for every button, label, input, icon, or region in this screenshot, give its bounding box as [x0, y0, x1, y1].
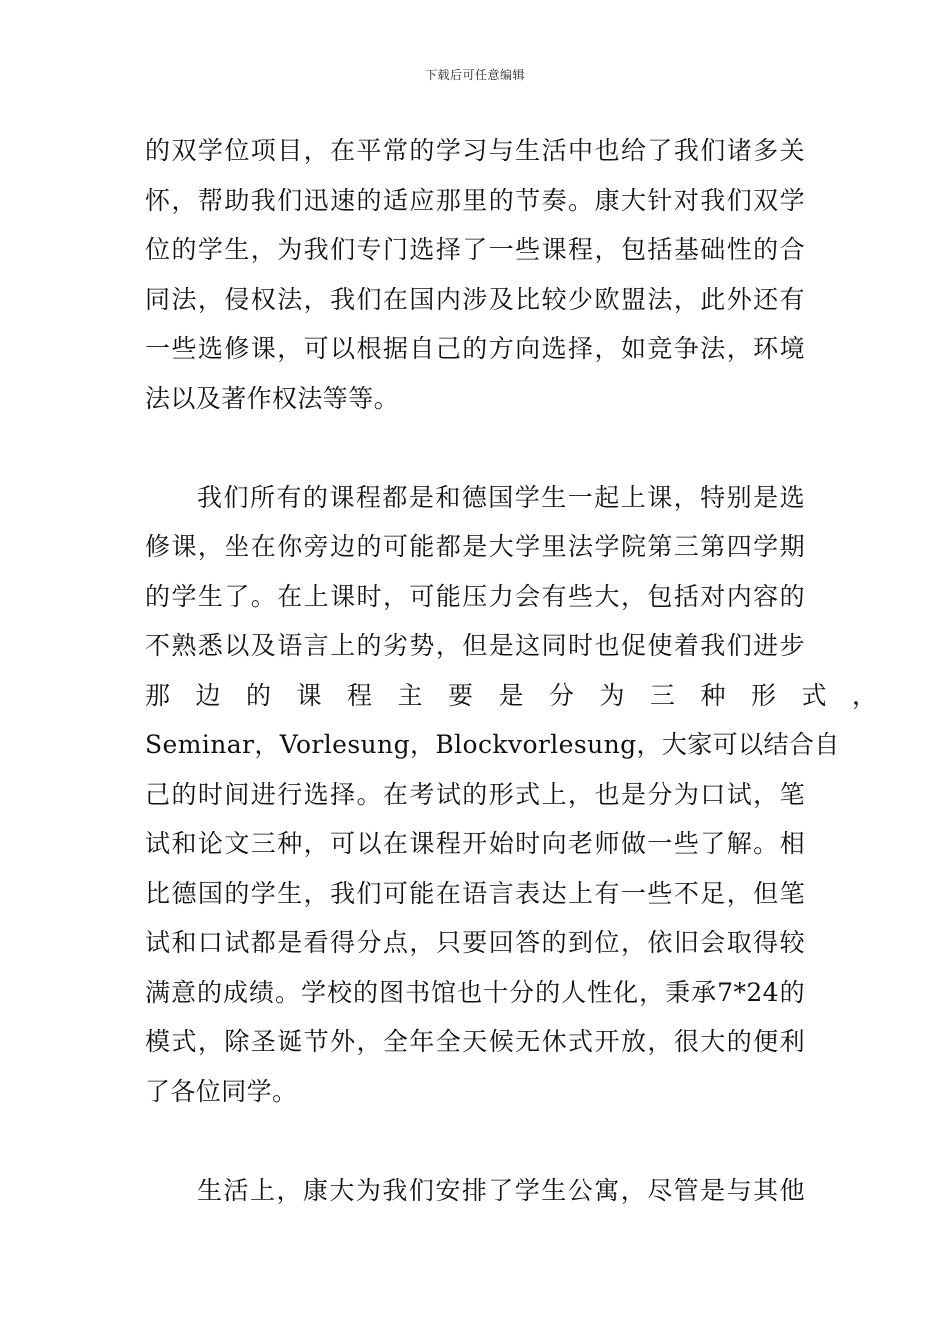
text-line: 怀，帮助我们迅速的适应那里的节奏。康大针对我们双学: [145, 185, 805, 215]
text-line: Seminar，Vorlesung，Blockvorlesung，大家可以结合自: [145, 730, 840, 759]
text-line: 的双学位项目，在平常的学习与生活中也给了我们诸多关: [145, 136, 805, 165]
header-note: 下载后可任意编辑: [424, 68, 525, 82]
text-line: 我们所有的课程都是和德国学生一起上课，特别是选: [197, 482, 805, 512]
text-line: 一些选修课，可以根据自己的方向选择，如竞争法，环境: [145, 334, 805, 363]
text-line: 的学生了。在上课时，可能压力会有些大，包括对内容的: [145, 581, 805, 611]
text-line: 那边的课程主要是分为三种形式，: [145, 680, 903, 710]
text-line: 同法，侵权法，我们在国内涉及比较少欧盟法，此外还有: [145, 284, 805, 314]
text-line: 比德国的学生，我们可能在语言表达上有一些不足，但笔: [145, 878, 805, 908]
text-line: 试和论文三种，可以在课程开始时向老师做一些了解。相: [145, 829, 805, 858]
text-line: 模式，除圣诞节外，全年全天候无休式开放，很大的便利: [145, 1027, 805, 1056]
text-line: 己的时间进行选择。在考试的形式上，也是分为口试，笔: [145, 779, 805, 809]
paragraph-gap: [145, 423, 805, 473]
text-line: 试和口试都是看得分点，只要回答的到位，依旧会取得较: [145, 928, 805, 957]
text-line: 满意的成绩。学校的图书馆也十分的人性化，秉承7*24的: [145, 977, 805, 1007]
paragraph-gap: [145, 1116, 805, 1166]
text-line: 修课，坐在你旁边的可能都是大学里法学院第三第四学期: [145, 532, 805, 561]
paragraph-1: [145, 126, 805, 423]
text-line: 不熟悉以及语言上的劣势，但是这同时也促使着我们进步: [145, 631, 805, 660]
paragraph-3: [145, 1166, 805, 1216]
text-line: 了各位同学。: [145, 1076, 298, 1106]
text-line: 位的学生，为我们专门选择了一些课程，包括基础性的合: [145, 235, 805, 264]
paragraph-2: [145, 473, 903, 1117]
text-line: 法以及著作权法等等。: [145, 383, 400, 413]
document-body: [145, 126, 903, 1215]
text-line: 生活上，康大为我们安排了学生公寓，尽管是与其他: [197, 1175, 805, 1205]
